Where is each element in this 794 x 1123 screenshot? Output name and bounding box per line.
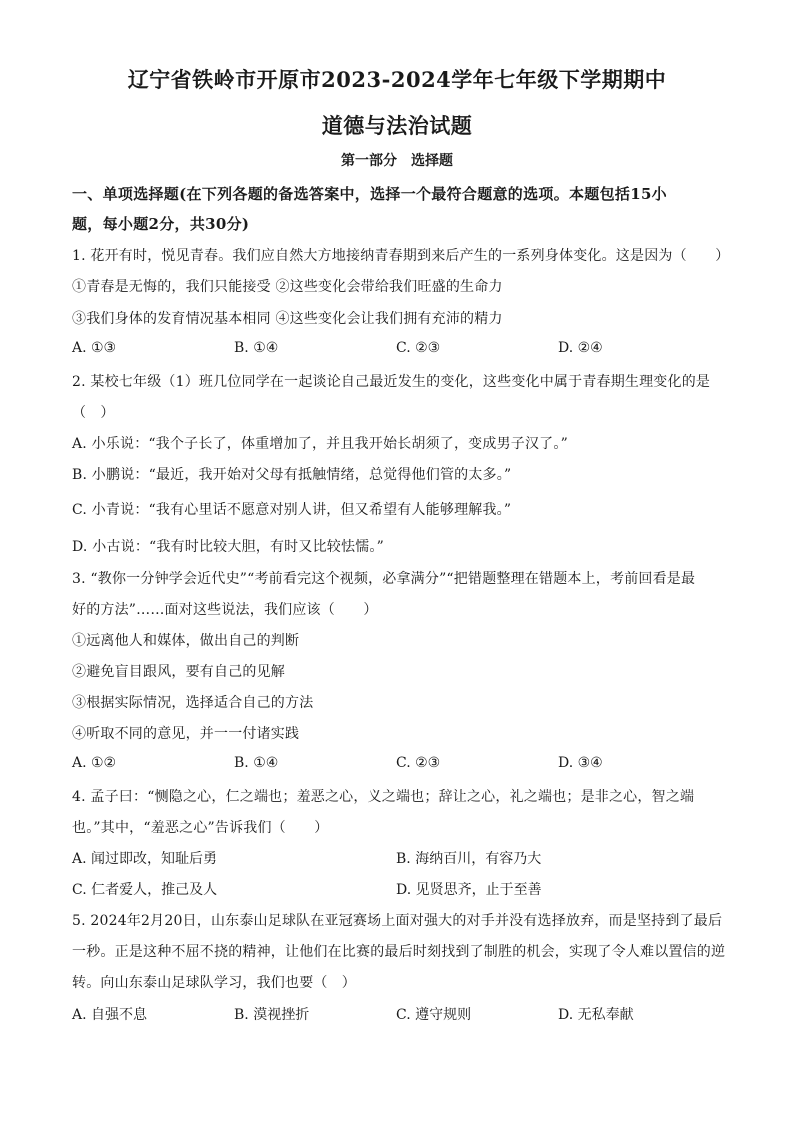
q5-option-c: C. 遵守规则	[396, 1007, 472, 1023]
q3-option-b: B. ①④	[234, 755, 279, 771]
q3-statement-2: ②避免盲目跟风，要有自己的见解	[72, 664, 285, 680]
q4-option-b: B. 海纳百川，有容乃大	[396, 851, 542, 867]
q2-stem-line2: （ ）	[72, 405, 115, 421]
q5-stem-line3: 转。向山东泰山足球队学习，我们也要（ ）	[72, 975, 356, 991]
q4-option-c: C. 仁者爱人，推己及人	[72, 882, 218, 898]
exam-title: 辽宁省铁岭市开原市2023-2024学年七年级下学期期中	[127, 67, 667, 92]
q4-stem-line2: 也。”其中，“羞恶之心”告诉我们（ ）	[72, 820, 329, 836]
q4-option-d: D. 见贤思齐，止于至善	[396, 882, 542, 898]
exam-subject: 道德与法治试题	[321, 113, 473, 138]
q2-option-d: D. 小古说：“我有时比较大胆，有时又比较怯懦。”	[72, 539, 384, 555]
q3-statement-3: ③根据实际情况，选择适合自己的方法	[72, 695, 314, 711]
q3-option-a: A. ①②	[72, 755, 117, 771]
q2-option-b: B. 小鹏说：“最近，我开始对父母有抵触情绪，总觉得他们管的太多。”	[72, 467, 512, 483]
q5-option-d: D. 无私奉献	[558, 1007, 634, 1023]
q3-stem-line2: 好的方法”……面对这些说法，我们应该（ ）	[72, 602, 378, 618]
q5-stem-line1: 5. 2024年2月20日，山东泰山足球队在亚冠赛场上面对强大的对手并没有选择放弃，而是坚持到了最后	[72, 913, 723, 929]
q4-option-a: A. 闻过即改，知耻后勇	[72, 851, 218, 867]
section-instruction-line1: 一、单项选择题(在下列各题的备选答案中，选择一个最符合题意的选项。本题包括15小	[72, 185, 667, 203]
q3-stem-line1: 3. “教你一分钟学会近代史”“考前看完这个视频，必拿满分”“把错题整理在错题本上，考前回看是最	[72, 571, 696, 587]
q3-option-c: C. ②③	[396, 755, 441, 771]
q3-statement-1: ①远离他人和媒体，做出自己的判断	[72, 633, 300, 649]
q2-stem-line1: 2. 某校七年级（1）班几位同学在一起谈论自己最近发生的变化，这些变化中属于青春期生理变化的是	[72, 374, 711, 390]
q1-option-b: B. ①④	[234, 340, 279, 356]
q1-option-d: D. ②④	[558, 340, 603, 356]
q4-stem-line1: 4. 孟子曰：“恻隐之心，仁之端也；羞恶之心，义之端也；辞让之心，礼之端也；是非之心，智之端	[72, 789, 695, 805]
part-heading: 第一部分 选择题	[341, 153, 453, 169]
q1-statement-1: ①青春是无悔的，我们只能接受 ②这些变化会带给我们旺盛的生命力	[72, 279, 503, 295]
section-instruction-line2: 题，每小题2分，共30分)	[72, 215, 250, 233]
q2-option-a: A. 小乐说：“我个子长了，体重增加了，并且我开始长胡须了，变成男子汉了。”	[72, 436, 568, 452]
q3-statement-4: ④听取不同的意见，并一一付诸实践	[72, 726, 300, 742]
q1-option-c: C. ②③	[396, 340, 441, 356]
q5-option-b: B. 漠视挫折	[234, 1007, 310, 1023]
q1-stem: 1. 花开有时，悦见青春。我们应自然大方地接纳青春期到来后产生的一系列身体变化。这是因为（ ）	[72, 248, 730, 264]
q5-option-a: A. 自强不息	[72, 1007, 148, 1023]
q5-stem-line2: 一秒。正是这种不屈不挠的精神，让他们在比赛的最后时刻找到了制胜的机会，实现了令人难以置信的逆	[72, 944, 726, 960]
q1-statement-2: ③我们身体的发育情况基本相同 ④这些变化会让我们拥有充沛的精力	[72, 311, 503, 327]
q2-option-c: C. 小青说：“我有心里话不愿意对别人讲，但又希望有人能够理解我。”	[72, 502, 512, 518]
q3-option-d: D. ③④	[558, 755, 603, 771]
q1-option-a: A. ①③	[72, 340, 117, 356]
